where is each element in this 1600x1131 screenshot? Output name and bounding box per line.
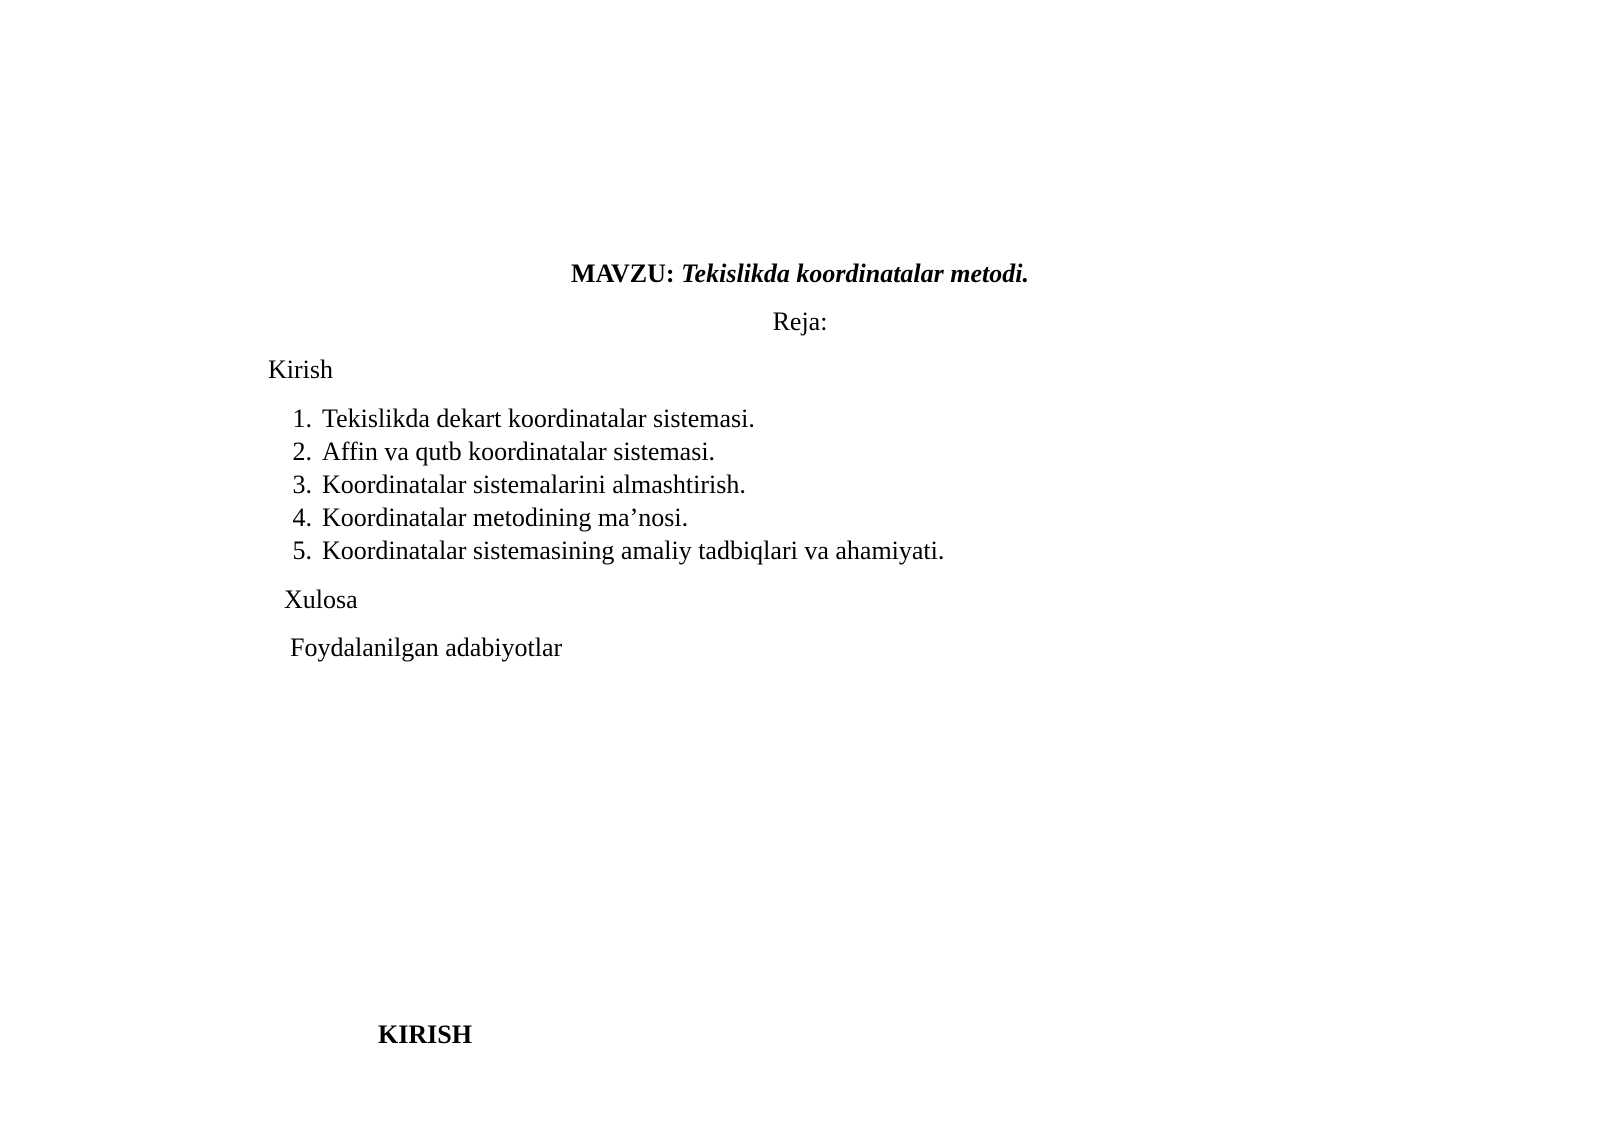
list-item (268, 402, 944, 435)
section-heading: KIRISH (378, 1020, 472, 1049)
list-item (268, 501, 944, 534)
page-title (0, 258, 1600, 290)
plan-list (268, 402, 944, 567)
list-item-text: Koordinatalar sistemasining amaliy tadbiqlari va ahamiyati. (322, 536, 945, 565)
conclusion-label: Xulosa (284, 585, 358, 614)
list-item-text: Affin va qutb koordinatalar sistemasi. (322, 437, 716, 466)
list-item-number: 2. (292, 437, 312, 466)
title-prefix: MAVZU: (571, 259, 675, 288)
list-item-number: 4. (292, 503, 312, 532)
list-item-number: 5. (292, 536, 312, 565)
plan-heading: Reja: (772, 307, 828, 336)
list-item-text: Koordinatalar sistemalarini almashtirish. (322, 470, 746, 499)
list-item (268, 435, 944, 468)
list-item (268, 534, 944, 567)
list-item-text: Tekislikda dekart koordinatalar sistemasi. (322, 404, 755, 433)
list-item-text: Koordinatalar metodining ma’nosi. (322, 503, 689, 532)
list-item (268, 468, 944, 501)
list-item-number: 1. (292, 404, 312, 433)
title-topic: Tekislikda koordinatalar metodi. (681, 259, 1029, 288)
list-item-number: 3. (292, 470, 312, 499)
references-label: Foydalanilgan adabiyotlar (290, 633, 563, 662)
intro-label: Kirish (268, 355, 333, 384)
